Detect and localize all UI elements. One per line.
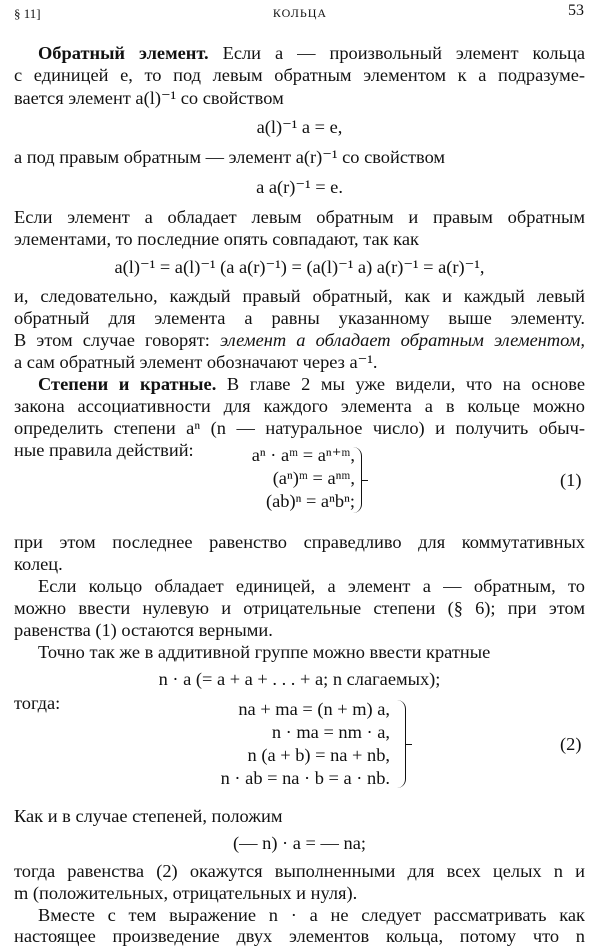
equation-negative: (— n) · a = — na; (233, 833, 366, 853)
text-line: можно ввести нулевую и отрицательные степени (§ 6); при этом (14, 598, 585, 618)
power-rules-system: aⁿ · aᵐ = aⁿ⁺ᵐ, (aⁿ)ᵐ = aⁿᵐ, (ab)ⁿ = aⁿbⁿ; (251, 445, 355, 511)
equation-number: (1) (560, 470, 582, 490)
text-line: а под правым обратным — элемент a(r)⁻¹ со свойством (14, 147, 446, 167)
text-line: Если элемент a обладает левым обратным и правым обратным (14, 207, 585, 227)
powers-heading: Степени и кратные. (38, 374, 217, 394)
text-line: В этом случае говорят: элемент a обладает обратным элементом, (14, 330, 585, 350)
text-line: m (положительных, отрицательных и нуля). (14, 883, 358, 903)
text-line: с единицей e, то под левым обратным элементом к a подразуме- (14, 65, 585, 85)
text-line: настоящее произведение двух элементов кольца, потому что n (14, 926, 585, 946)
equation-chain: a(l)⁻¹ = a(l)⁻¹ (a a(r)⁻¹) = (a(l)⁻¹ a) a(r)⁻¹ = a(r)⁻¹, (114, 257, 485, 277)
equation-number: (2) (560, 734, 582, 754)
text-line: равенства (1) остаются верными. (14, 620, 273, 640)
equation-right-inverse: a a(r)⁻¹ = e. (256, 177, 343, 197)
text-line: закона ассоциативности для каждого элемента a в кольце можно (14, 396, 585, 416)
text-line: и, следовательно, каждый правый обратный, как и каждый левый (14, 286, 585, 306)
running-title: КОЛЬЦА (272, 6, 328, 20)
multiple-rules-system: na + ma = (n + m) a, n · ma = nm · a, n (a + b) = na + nb, n · ab = na · b = a · nb. (220, 699, 390, 788)
text-line: обратный для элемента a равны указанному выше элементу. (14, 308, 585, 328)
text-line: тогда равенства (2) окажутся выполненными для всех целых n и (14, 861, 585, 881)
brace (353, 447, 362, 513)
equation-multiples: n · a (= a + a + . . . + a; n слагаемых); (158, 669, 441, 689)
inverse-heading: Обратный элемент. (38, 43, 209, 63)
page-number: 53 (568, 2, 584, 19)
text-line: колец. (14, 554, 63, 574)
text-line: элементами, то последние опять совпадают, так как (14, 229, 419, 249)
text-line: Как и в случае степеней, положим (14, 806, 283, 826)
text-line: при этом последнее равенство справедливо для коммутативных (14, 532, 585, 552)
text-line: вается элемент a(l)⁻¹ со свойством (14, 88, 284, 108)
text-line: определить степени aⁿ (n — натуральное число) и получить обыч- (14, 418, 585, 438)
equation-left-inverse: a(l)⁻¹ a = e, (256, 117, 343, 137)
text-line: Точно так же в аддитивной группе можно ввести кратные (38, 642, 491, 662)
text-line: Вместе с тем выражение n · a не следует рассматривать как (38, 905, 585, 925)
section-marker: § 11] (14, 6, 41, 21)
text-line: Если кольцо обладает единицей, а элемент a — обратным, то (38, 576, 585, 596)
text-line: Обратный элемент. Если a — произвольный элемент кольца (38, 43, 585, 63)
text-line: Степени и кратные. В главе 2 мы уже видели, что на основе (38, 374, 585, 394)
text-line: а сам обратный элемент обозначают через a⁻¹. (14, 352, 378, 372)
brace (397, 700, 406, 788)
text-line: тогда: (14, 693, 61, 713)
text-line: ные правила действий: (14, 440, 194, 460)
